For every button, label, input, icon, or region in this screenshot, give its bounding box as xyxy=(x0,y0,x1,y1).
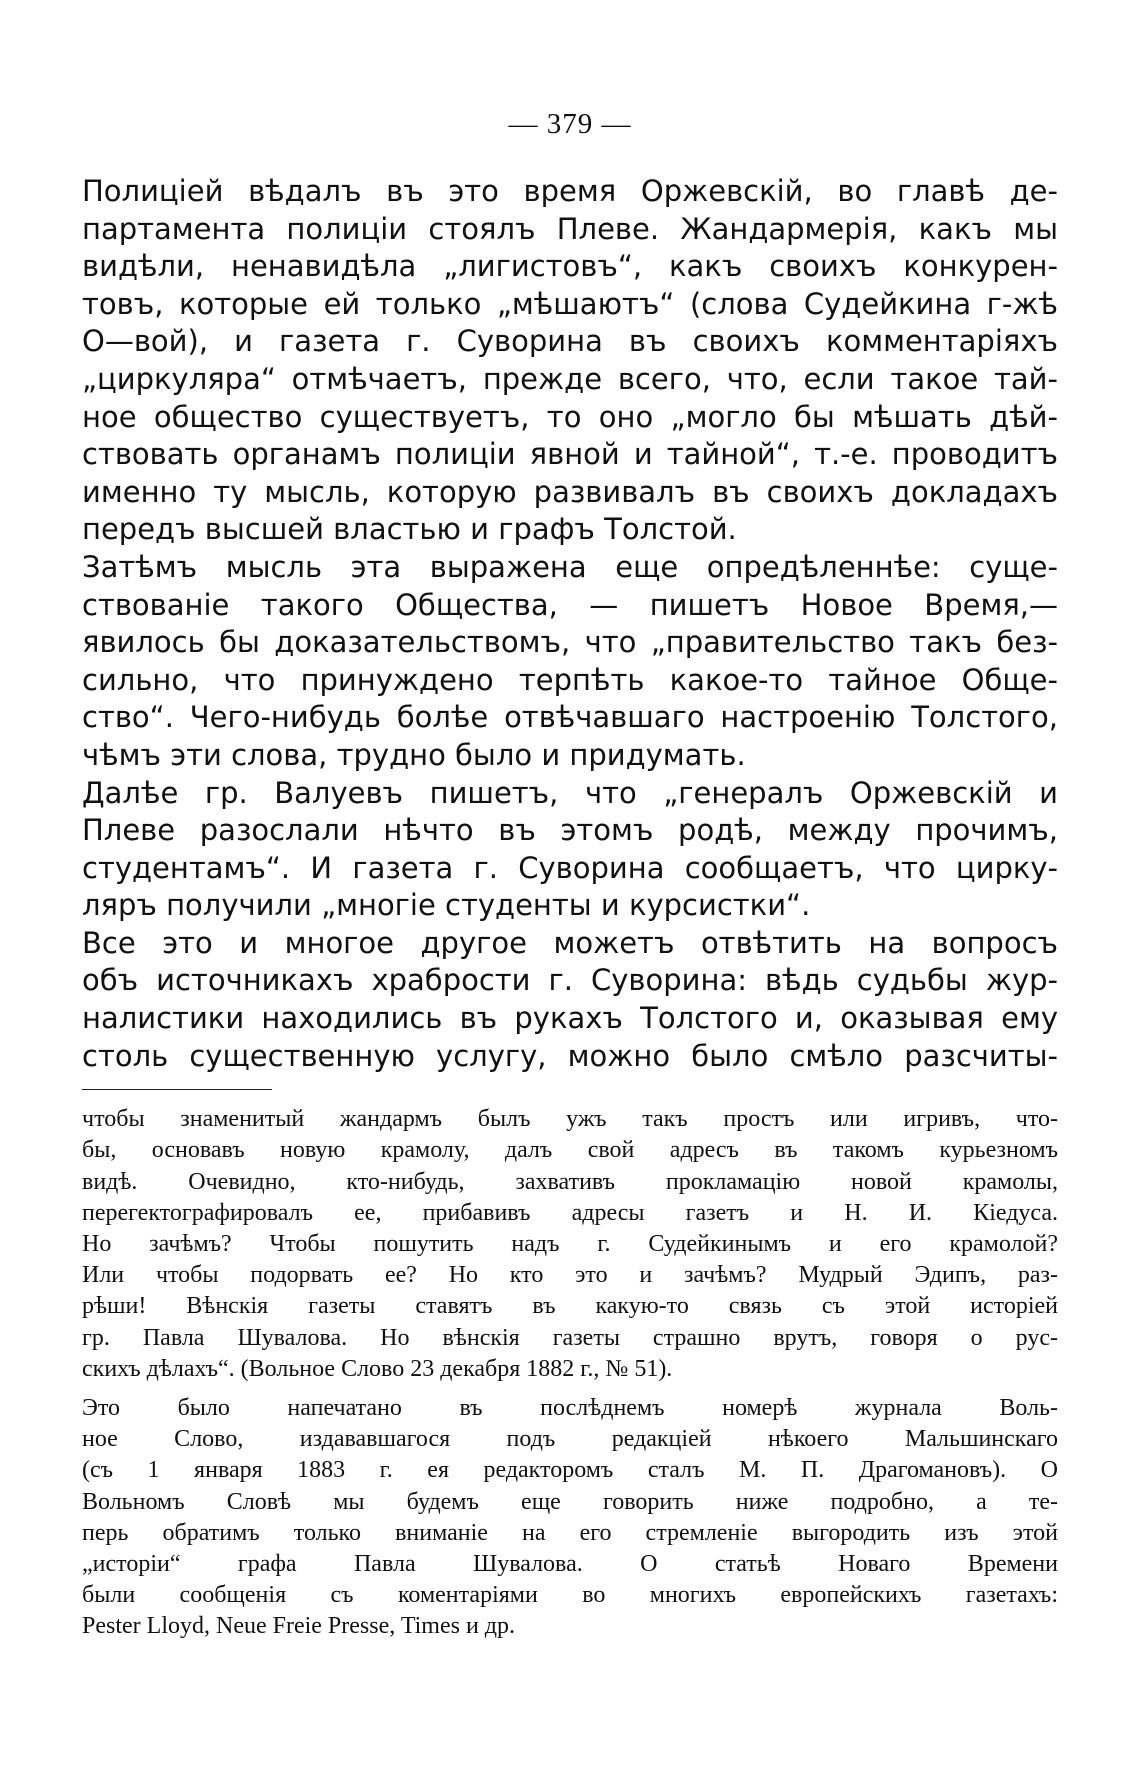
text-line: Плеве разослали нѣчто въ этомъ родѣ, между прочимъ, xyxy=(82,813,1058,848)
footnote-line: Pester Lloyd, Neue Freie Presse, Times и др. xyxy=(82,1613,516,1640)
text-line: чѣмъ эти слова, трудно было и придумать. xyxy=(82,737,746,772)
text-line: О—вой), и газета г. Суворина въ своихъ комментарiяхъ xyxy=(82,324,1058,359)
footnote-line: „исторiи“ графа Павла Шувалова. О статьѣ Новаго Времени xyxy=(82,1550,1058,1577)
text-line: явилось бы доказательствомъ, что „правительство такъ без- xyxy=(82,625,1058,660)
text-line: партамента полицiи стоялъ Плеве. Жандармерiя, какъ мы xyxy=(82,211,1058,246)
text-line: ствовать органамъ полицiи явной и тайной“, т.-е. проводитъ xyxy=(82,437,1058,472)
text-line: товъ, которые ей только „мѣшаютъ“ (слова Судейкина г-жѣ xyxy=(82,286,1058,321)
footnote-line: гр. Павла Шувалова. Но вѣнскiя газеты страшно врутъ, говоря о рус- xyxy=(82,1324,1058,1351)
paragraph xyxy=(82,775,1058,925)
text-line: ствованiе такого Общества, — пишетъ Новое Время,— xyxy=(82,587,1058,622)
footnote-block xyxy=(82,1393,1058,1643)
paragraph xyxy=(82,173,1058,549)
footnote-line: бы, основавъ новую крамолу, далъ свой адресъ въ такомъ курьезномъ xyxy=(82,1137,1058,1164)
text-line: Затѣмъ мысль эта выражена еще опредѣленнѣе: суще- xyxy=(82,549,1058,584)
text-line: столь существенную услугу, можно было смѣло разсчиты- xyxy=(82,1038,1058,1073)
text-line: Полицiей вѣдалъ въ это время Оржевскiй, во главѣ де- xyxy=(82,174,1058,208)
paragraph xyxy=(82,549,1058,775)
footnote-line: рѣши! Вѣнскiя газеты ставятъ въ какую-то связь съ этой исторiей xyxy=(82,1293,1058,1320)
text-line: объ источникахъ храбрости г. Суворина: вѣдь судьбы жур- xyxy=(82,963,1058,998)
text-line: налистики находились въ рукахъ Толстого и, оказывая ему xyxy=(82,1001,1058,1036)
footnote-line: чтобы знаменитый жандармъ былъ ужъ такъ простъ или игривъ, что- xyxy=(82,1106,1058,1133)
text-line: ство“. Чего-нибудь болѣе отвѣчавшаго настроенiю Толстого, xyxy=(82,700,1058,735)
text-line: Далѣе гр. Валуевъ пишетъ, что „генералъ Оржевскiй и xyxy=(82,775,1058,810)
text-line: Все это и многое другое можетъ отвѣтить на вопросъ xyxy=(82,925,1058,960)
footnote-line: Это было напечатано въ послѣднемъ номерѣ журнала Воль- xyxy=(82,1394,1058,1421)
footnote-line: Или чтобы подорвать ее? Но кто это и зачѣмъ? Мудрый Эдипъ, раз- xyxy=(82,1262,1058,1289)
text-line: студентамъ“. И газета г. Суворина сообщаетъ, что цирку- xyxy=(82,850,1058,885)
footnote-line: ное Слово, издававшагося подъ редакцiей нѣкоего Мальшинскаго xyxy=(82,1426,1058,1453)
footnote-block xyxy=(82,1104,1058,1385)
text-line: передъ высшей властью и графъ Толстой. xyxy=(82,512,737,547)
paragraph xyxy=(82,925,1058,1075)
book-page xyxy=(82,108,1058,1642)
footnote-divider xyxy=(82,1089,272,1090)
text-line: сильно, что принуждено терпѣть какое-то тайное Обще- xyxy=(82,662,1058,697)
footnotes xyxy=(82,1104,1058,1642)
footnote-line: видѣ. Очевидно, кто-нибудь, захвативъ прокламацiю новой крамолы, xyxy=(82,1168,1058,1195)
footnote-line: были сообщенiя съ коментарiями во многихъ европейскихъ газетахъ: xyxy=(82,1582,1058,1609)
footnote-line: перегектографировалъ ее, прибавивъ адресы газетъ и Н. И. Кiедуса. xyxy=(82,1199,1058,1226)
main-text xyxy=(82,173,1058,1075)
text-line: ное общество существуетъ, то оно „могло бы мѣшать дѣй- xyxy=(82,399,1058,434)
text-line: видѣли, ненавидѣла „лигистовъ“, какъ своихъ конкурен- xyxy=(82,249,1058,284)
footnote-line: перь обратимъ только вниманiе на его стремленiе выгородить изъ этой xyxy=(82,1519,1058,1546)
footnote-line: Но зачѣмъ? Чтобы пошутить надъ г. Судейкинымъ и его крамолой? xyxy=(82,1231,1058,1257)
text-line: ляръ получили „многiе студенты и курсистки“. xyxy=(82,888,811,923)
footnote-line: (съ 1 января 1883 г. ея редакторомъ сталъ М. П. Драгомановъ). О xyxy=(82,1457,1058,1484)
footnote-line: Вольномъ Словѣ мы будемъ еще говорить ниже подробно, а те- xyxy=(82,1488,1058,1515)
text-line: именно ту мысль, которую развивалъ въ своихъ докладахъ xyxy=(82,474,1058,509)
text-line: „циркуляра“ отмѣчаетъ, прежде всего, что, если такое тай- xyxy=(82,361,1058,396)
footnote-line: скихъ дѣлахъ“. (Вольное Слово 23 декабря 1882 г., № 51). xyxy=(82,1355,673,1382)
page-number: — 379 — xyxy=(508,108,632,140)
